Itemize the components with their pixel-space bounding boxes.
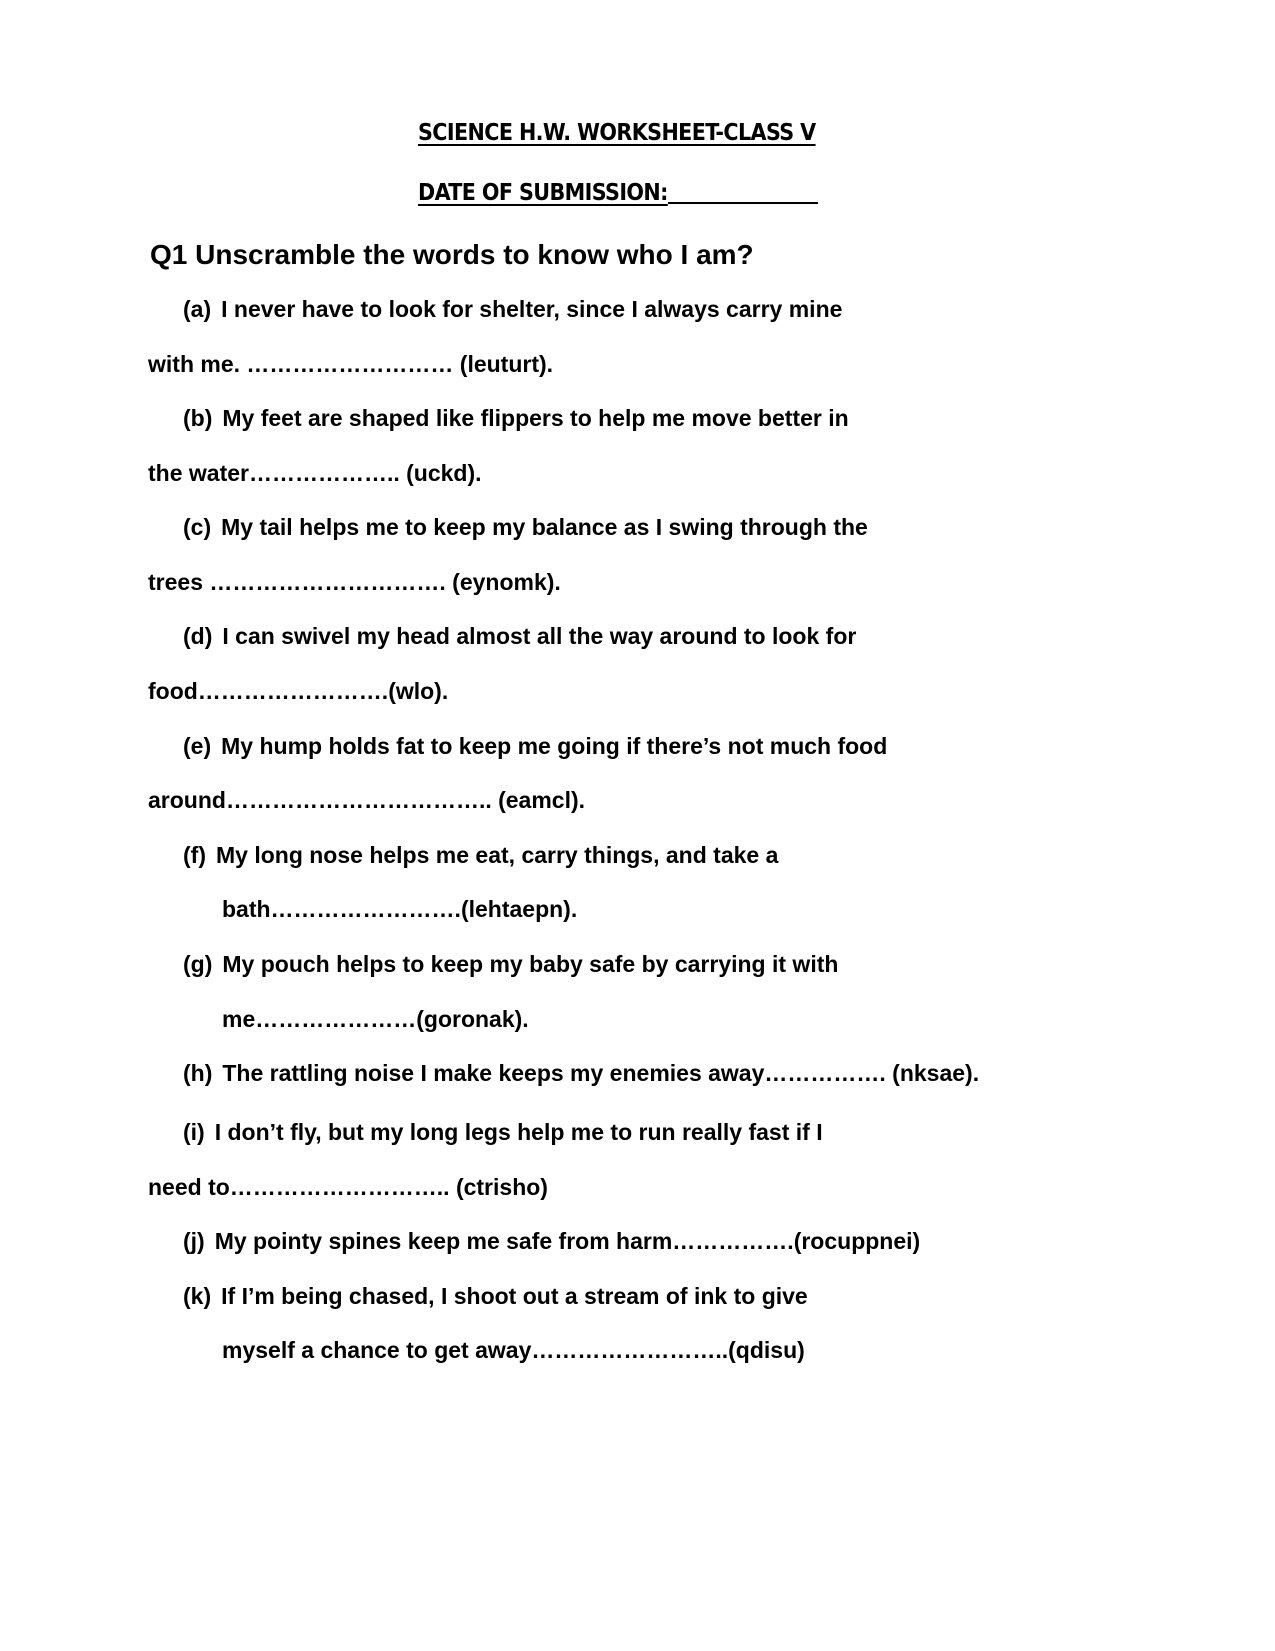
- item-label: (f): [183, 842, 206, 868]
- question-item-f-continuation: bath…………………….(lehtaepn).: [222, 896, 578, 922]
- item-label: (i): [183, 1119, 205, 1145]
- item-text: I don’t fly, but my long legs help me to run really fast if I: [214, 1119, 823, 1145]
- item-label: (c): [183, 514, 212, 540]
- question-item-c-continuation: trees …………………………. (eynomk).: [148, 569, 561, 595]
- question-item-k: [183, 1283, 808, 1310]
- date-label: DATE OF SUBMISSION:: [418, 180, 668, 206]
- question-item-g-continuation: me…………………(goronak).: [222, 1006, 529, 1032]
- date-of-submission: [418, 180, 818, 206]
- question-item-a-continuation: with me. ……………………… (leuturt).: [148, 351, 554, 377]
- question-item-h: [183, 1060, 979, 1087]
- item-text: My tail helps me to keep my balance as I swing through the: [221, 514, 868, 540]
- question-item-g: [183, 951, 838, 978]
- question-item-c: [183, 514, 868, 541]
- item-text: I never have to look for shelter, since I always carry mine: [221, 296, 843, 322]
- question-item-b: [183, 405, 849, 432]
- item-label: (d): [183, 623, 213, 649]
- question-item-b-continuation: the water……………….. (uckd).: [148, 460, 482, 486]
- item-label: (b): [183, 405, 213, 431]
- question-item-i-continuation: need to……………………….. (ctrisho): [148, 1174, 548, 1200]
- question-item-i: [183, 1119, 823, 1146]
- question-item-e-continuation: around…………………………….. (eamcl).: [148, 787, 586, 813]
- question-item-a: [183, 296, 842, 323]
- item-label: (k): [183, 1283, 212, 1309]
- item-text: My feet are shaped like flippers to help me move better in: [222, 405, 849, 431]
- question-heading: Q1 Unscramble the words to know who I am?: [150, 239, 754, 270]
- item-text: My pouch helps to keep my baby safe by carrying it with: [222, 951, 839, 977]
- worksheet-title: SCIENCE H.W. WORKSHEET-CLASS V: [418, 120, 816, 146]
- item-text: My long nose helps me eat, carry things, and take a: [215, 842, 779, 868]
- item-label: (g): [183, 951, 213, 977]
- question-item-d-continuation: food…………………….(wlo).: [148, 678, 449, 704]
- question-item-j: [183, 1228, 920, 1255]
- question-item-f: [183, 842, 778, 869]
- item-text: My hump holds fat to keep me going if there’s not much food: [221, 733, 888, 759]
- question-item-e: [183, 733, 887, 760]
- item-label: (j): [183, 1228, 205, 1254]
- item-text: The rattling noise I make keeps my enemies away……………. (nksae).: [222, 1060, 980, 1086]
- item-label: (e): [183, 733, 212, 759]
- item-text: I can swivel my head almost all the way around to look for: [222, 623, 857, 649]
- date-blank: [668, 202, 818, 204]
- question-item-d: [183, 623, 856, 650]
- question-item-k-continuation: myself a chance to get away……………………..(qdisu): [222, 1337, 805, 1363]
- item-label: (a): [183, 296, 212, 322]
- item-label: (h): [183, 1060, 213, 1086]
- item-text: My pointy spines keep me safe from harm…………….(rocuppnei): [214, 1228, 921, 1254]
- item-text: If I’m being chased, I shoot out a stream of ink to give: [221, 1283, 808, 1309]
